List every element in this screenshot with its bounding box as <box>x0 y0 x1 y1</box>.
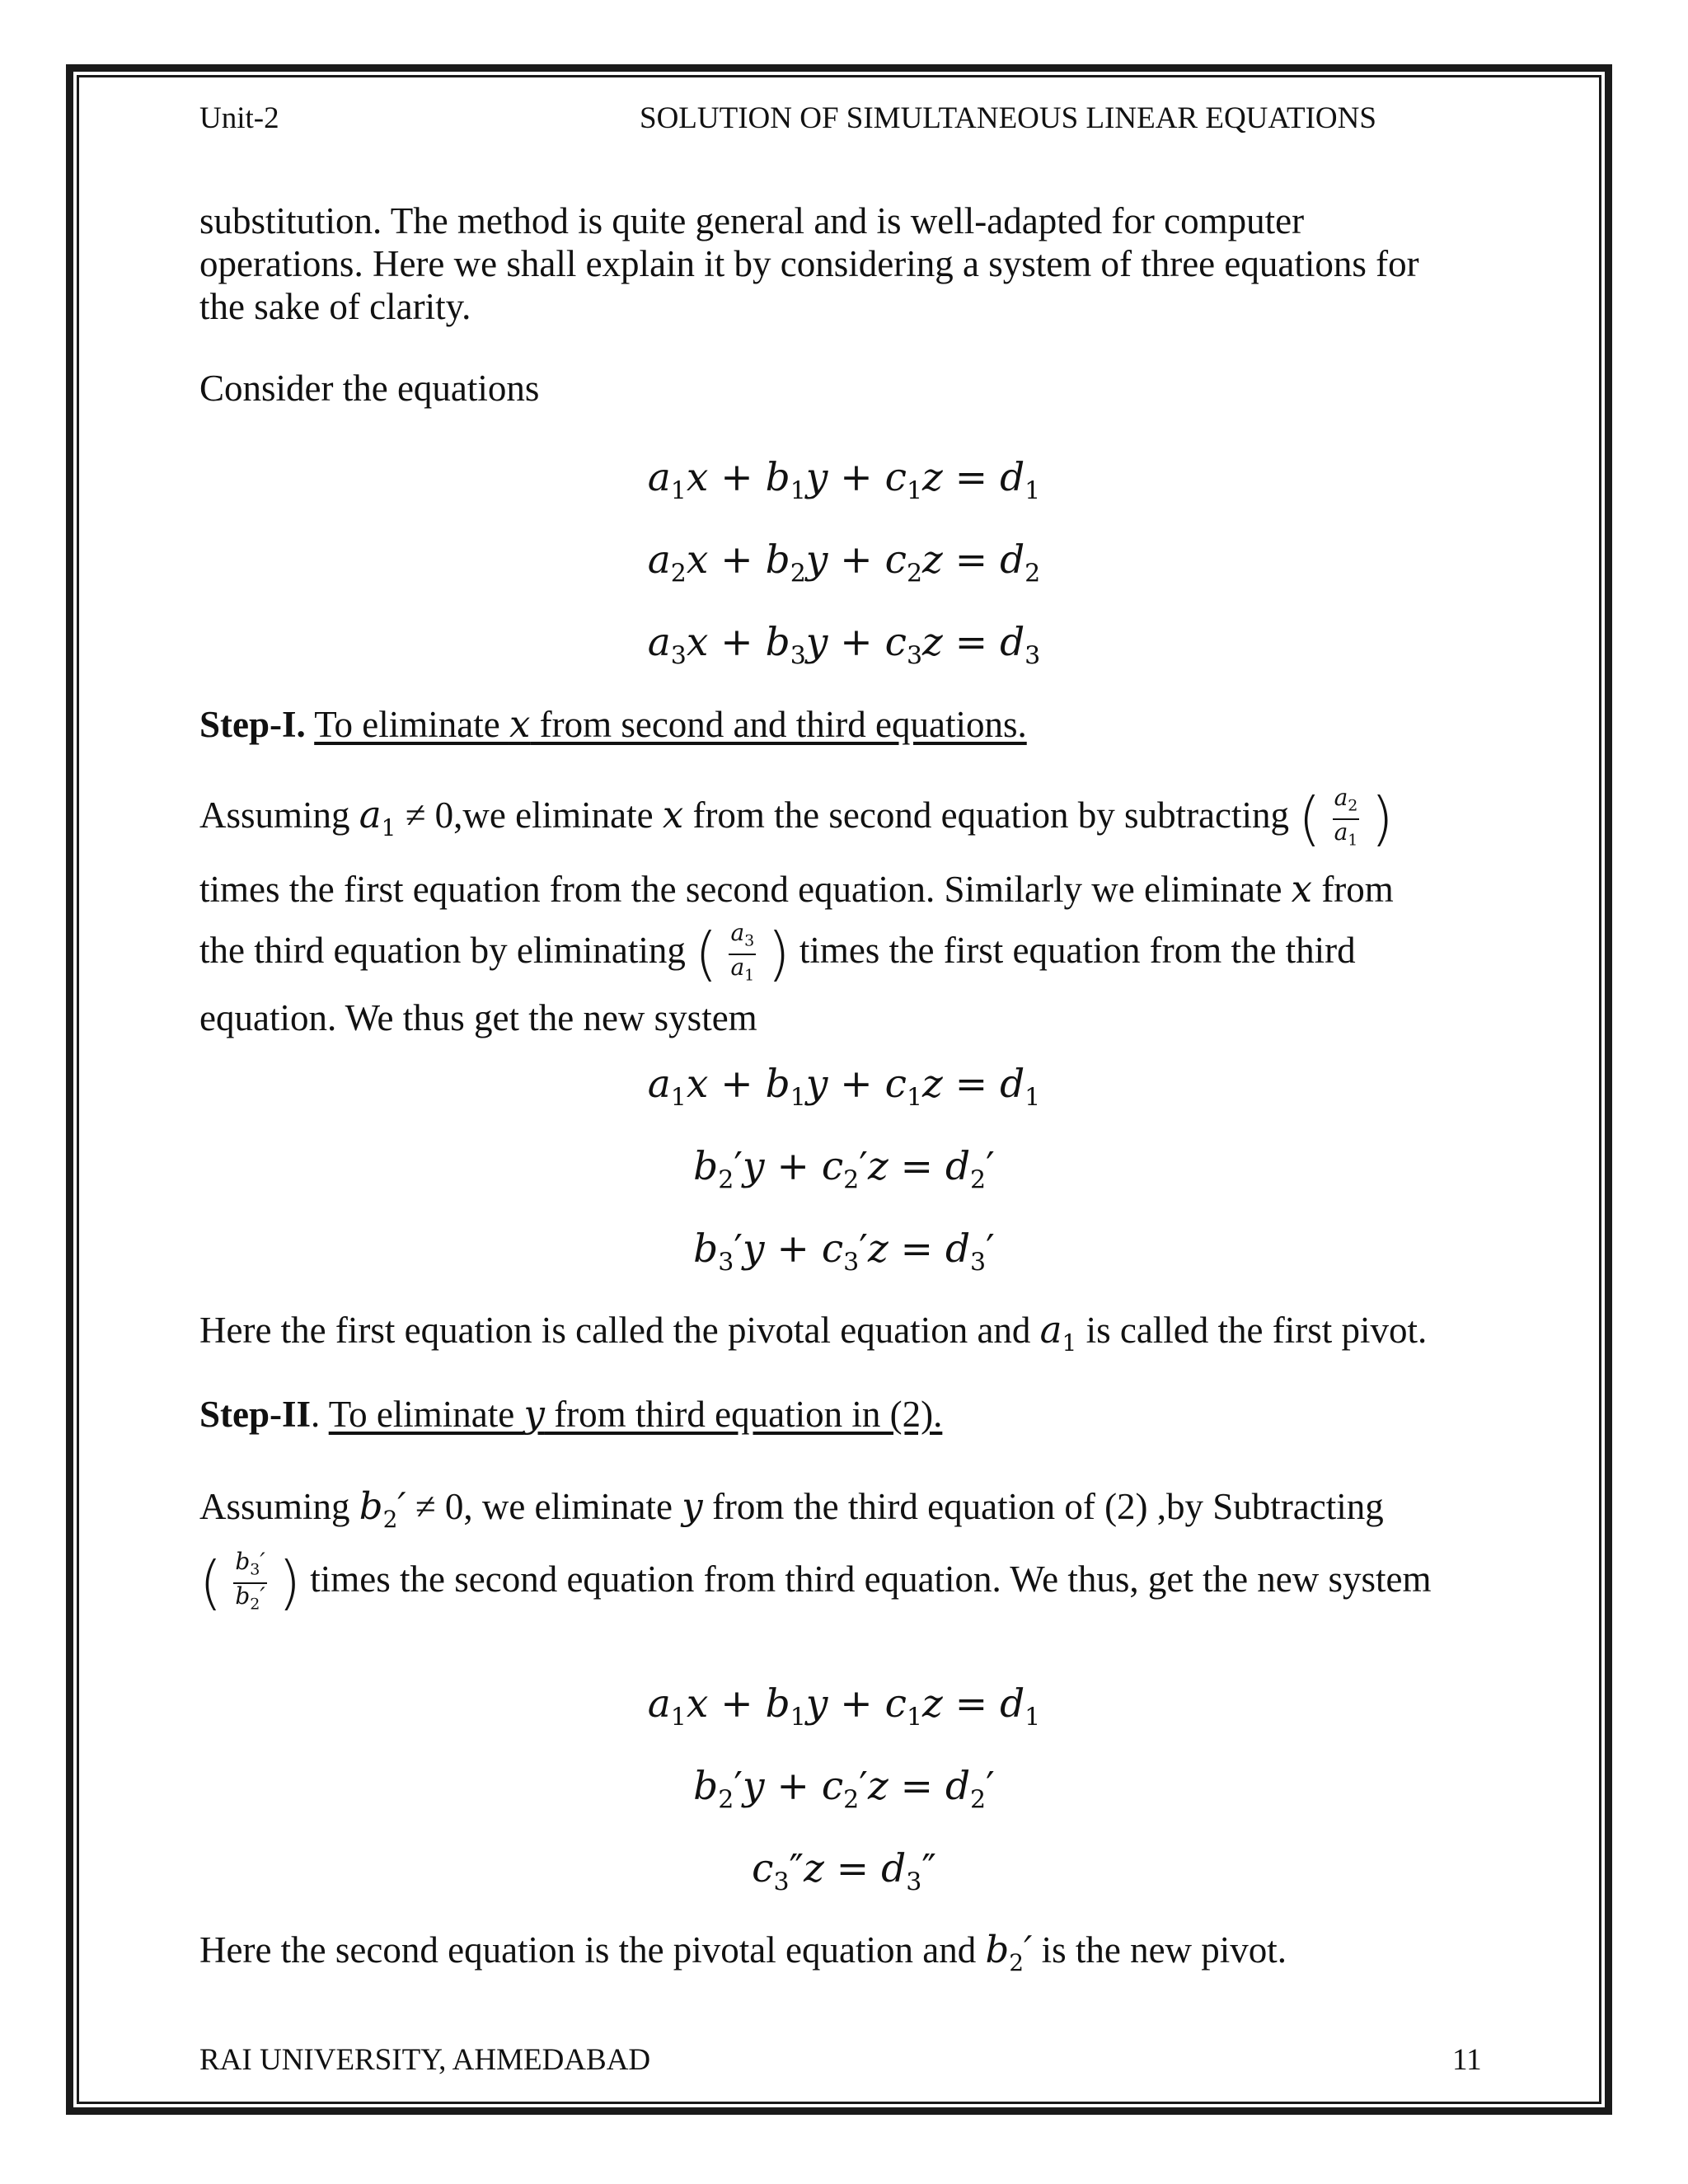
final-system-eq-2: $b_2'y + c_2'z = d_2'$ <box>693 1764 995 1815</box>
step1-label: Step-I. <box>199 704 306 745</box>
step2-text-c: from the third equation of (2) ,by Subtracting <box>702 1486 1384 1527</box>
step1-text-a: Assuming <box>199 794 359 836</box>
pivot2-text-b: is the new pivot. <box>1032 1929 1287 1971</box>
math-x: x <box>662 793 684 837</box>
fraction-b3-over-b2: $\frac{b_3'}{b_2'}$ <box>235 1548 265 1614</box>
step2-title-b: from third equation in (2). <box>544 1394 943 1435</box>
step1-text-g: times the first equation from the third <box>799 930 1356 971</box>
step2-text-a: Assuming <box>199 1486 359 1527</box>
intro-line-2: operations. Here we shall explain it by considering a system of three equations for <box>199 243 1419 284</box>
step1-text-c: from the second equation by subtracting <box>683 794 1290 836</box>
step1-title <box>314 704 1027 745</box>
step1-title-var: x <box>509 702 531 746</box>
equation-2: $a_2x + b_2y + c_2z = d_2$ <box>647 537 1041 588</box>
header-unit: Unit-2 <box>199 101 279 135</box>
consider-text: Consider the equations <box>199 368 540 409</box>
step1-heading <box>199 703 1485 746</box>
step2-text-d: times the second equation from third equation. We thus, get the new system <box>310 1558 1432 1600</box>
step1-line-1: Assuming $a_1 \ne 0,we$ eliminate x from the second equation by subtracting ( $\frac{a_2}{a_1}$ ) <box>199 784 1394 853</box>
pivot1-text-b: is called the first pivot. <box>1076 1310 1428 1351</box>
step2-text-b: ≠ 0, we eliminate <box>406 1486 682 1527</box>
step1-text-e: from <box>1312 869 1394 910</box>
final-system-eq-3: $c_3''z = d_3''$ <box>752 1846 936 1897</box>
step2-title-var: y <box>523 1392 545 1436</box>
pivot2-text-a: Here the second equation is the pivotal equation and <box>199 1929 986 1971</box>
step1-title-a: To eliminate <box>314 704 509 745</box>
pivot2-text <box>199 1929 1485 1985</box>
step2-dot: . <box>311 1394 329 1435</box>
step1-text-d: times the first equation from the second equation. Similarly we eliminate <box>199 869 1292 910</box>
math-b2-prime-pivot: $b_2'$ <box>985 1928 1033 1976</box>
math-a1-pivot: $a_1$ <box>1039 1308 1077 1357</box>
intro-paragraph <box>199 199 1485 328</box>
fraction-a2-over-a1: $\frac{a_2}{a_1}$ <box>1334 784 1358 850</box>
step1-line-4: equation. We thus get the new system <box>199 997 757 1039</box>
step2-heading <box>199 1393 1485 1436</box>
pivot1-text <box>199 1309 1485 1365</box>
new-system-eq-3: $b_3'y + c_3'z = d_3'$ <box>693 1226 995 1277</box>
fraction-a3-over-a1: $\frac{a_3}{a_1}$ <box>730 919 755 985</box>
step2-label: Step-II <box>199 1394 312 1435</box>
step2-line-1 <box>199 1477 1485 1549</box>
header-title: SOLUTION OF SIMULTANEOUS LINEAR EQUATIONS <box>640 101 1376 135</box>
math-b2-prime: $b_2'$ <box>359 1484 406 1533</box>
step1-line-2 <box>199 859 1485 920</box>
new-system-eq-2: $b_2'y + c_2'z = d_2'$ <box>693 1144 995 1195</box>
equation-1: $a_1x + b_1y + c_1z = d_1$ <box>647 455 1041 506</box>
step1-text-f: the third equation by eliminating <box>199 930 686 971</box>
step1-title-b: from second and third equations. <box>530 704 1027 745</box>
final-system-eq-1: $a_1x + b_1y + c_1z = d_1$ <box>647 1681 1041 1732</box>
page-number: 11 <box>1452 2043 1482 2077</box>
step2-title <box>329 1394 943 1435</box>
step1-text-b: ≠ 0,we eliminate <box>396 794 663 836</box>
new-system-eq-1: $a_1x + b_1y + c_1z = d_1$ <box>647 1062 1041 1113</box>
math-x-2: x <box>1291 867 1313 911</box>
math-a1: $a_1$ <box>359 793 396 841</box>
step2-title-a: To eliminate <box>328 1394 524 1435</box>
pivot1-text-a: Here the first equation is called the pivotal equation and <box>199 1310 1040 1351</box>
equation-3: $a_3x + b_3y + c_3z = d_3$ <box>647 620 1041 671</box>
step1-paragraph <box>199 785 1485 1048</box>
intro-line-3: the sake of clarity. <box>199 286 471 327</box>
math-y: y <box>682 1484 703 1528</box>
step2-paragraph <box>199 1477 1485 1616</box>
step2-line-2: ( $\frac{b_3'}{b_2'}$ ) times the second equation from third equation. We thus, get the new system <box>199 1548 1432 1617</box>
step1-line-3: the third equation by eliminating ( $\frac{a_3}{a_1}$ ) times the first equation from the third <box>199 919 1356 988</box>
footer-university: RAI UNIVERSITY, AHMEDABAD <box>199 2043 651 2077</box>
intro-line-1: substitution. The method is quite general and is well-adapted for computer <box>199 200 1305 241</box>
